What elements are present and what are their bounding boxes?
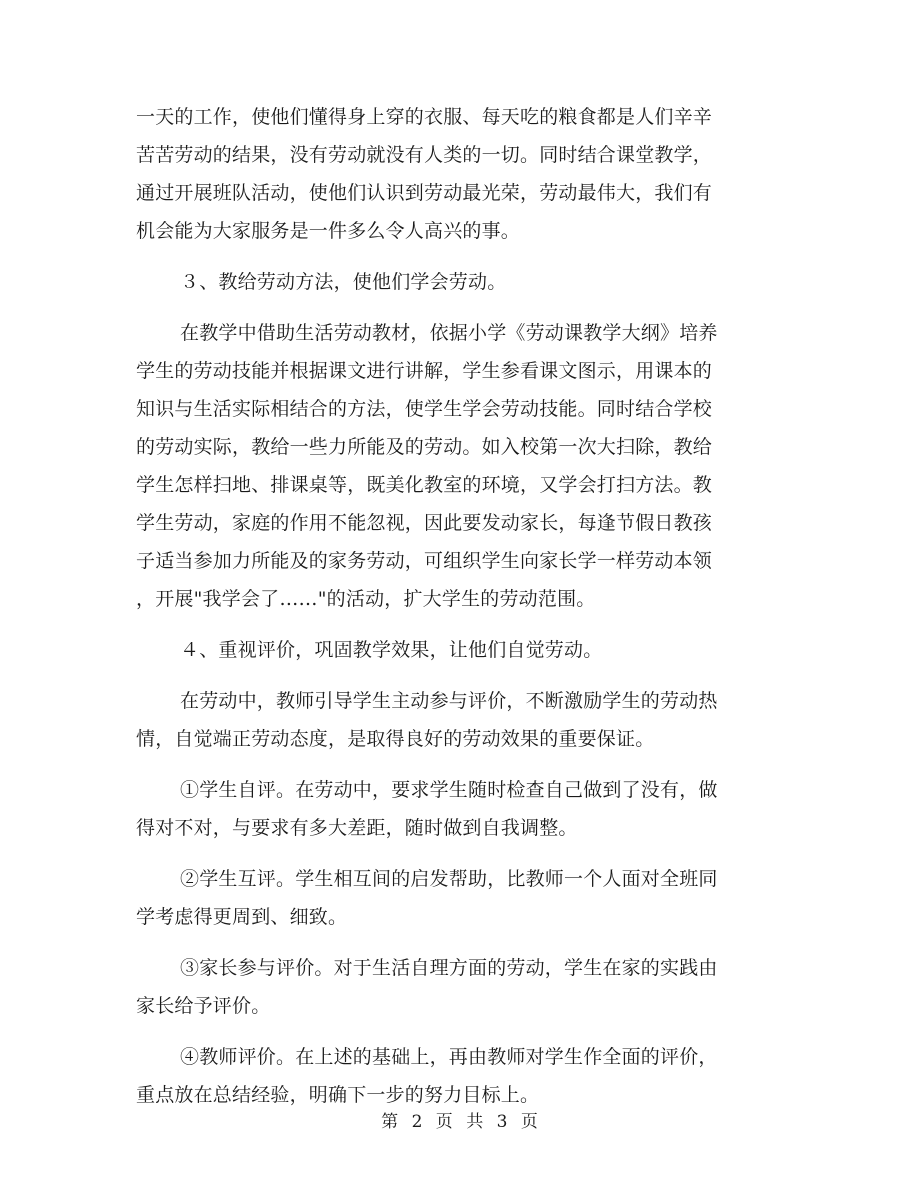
text-line: 的劳动实际，教给一些力所能及的劳动。如入校第一次大扫除，教给 (136, 436, 713, 458)
text-line: 子适当参加力所能及的家务劳动，可组织学生向家长学一样劳动本领 (136, 550, 713, 572)
text-line: 学生劳动，家庭的作用不能忽视，因此要发动家长，每逢节假日教孩 (136, 512, 713, 534)
text-line: 得对不对，与要求有多大差距，随时做到自我调整。 (136, 817, 578, 839)
text-line: 学生的劳动技能并根据课文进行讲解，学生参看课文图示，用课本的 (136, 360, 713, 382)
text-line: 知识与生活实际相结合的方法，使学生学会劳动技能。同时结合学校 (136, 398, 713, 420)
text-line: 学考虑得更周到、细致。 (136, 906, 348, 928)
list-item: ①学生自评。在劳动中，要求学生随时检查自己做到了没有，做 (180, 779, 718, 801)
text-line: 在教学中借助生活劳动教材，依据小学《劳动课教学大纲》培养 (180, 322, 718, 344)
text-line: 家长给予评价。 (136, 995, 271, 1017)
section-heading: ３、教给劳动方法，使他们学会劳动。 (180, 271, 507, 293)
text-line: ，开展"我学会了……"的活动，扩大学生的劳动范围。 (136, 588, 596, 610)
text-line: 重点放在总结经验，明确下一步的努力目标上。 (136, 1084, 540, 1106)
text-line: 通过开展班队活动，使他们认识到劳动最光荣，劳动最伟大，我们有 (136, 182, 713, 204)
page-number-footer: 第 2 页 共 3 页 (381, 1112, 539, 1132)
text-line: 在劳动中，教师引导学生主动参与评价，不断激励学生的劳动热 (180, 690, 718, 712)
list-item: ④教师评价。在上述的基础上，再由教师对学生作全面的评价， (180, 1046, 718, 1068)
list-item: ②学生互评。学生相互间的启发帮助，比教师一个人面对全班同 (180, 868, 718, 890)
text-line: 情，自觉端正劳动态度，是取得良好的劳动效果的重要保证。 (136, 728, 655, 750)
text-line: 机会能为大家服务是一件多么令人高兴的事。 (136, 220, 521, 242)
text-line: 学生怎样扫地、排课桌等，既美化教室的环境，又学会打扫方法。教 (136, 474, 713, 496)
section-heading: ４、重视评价，巩固教学效果，让他们自觉劳动。 (180, 639, 603, 661)
text-line: 一天的工作，使他们懂得身上穿的衣服、每天吃的粮食都是人们辛辛 (136, 106, 713, 128)
text-line: 苦苦劳动的结果，没有劳动就没有人类的一切。同时结合课堂教学， (136, 144, 713, 166)
list-item: ③家长参与评价。对于生活自理方面的劳动，学生在家的实践由 (180, 957, 718, 979)
document-body (136, 98, 786, 1114)
